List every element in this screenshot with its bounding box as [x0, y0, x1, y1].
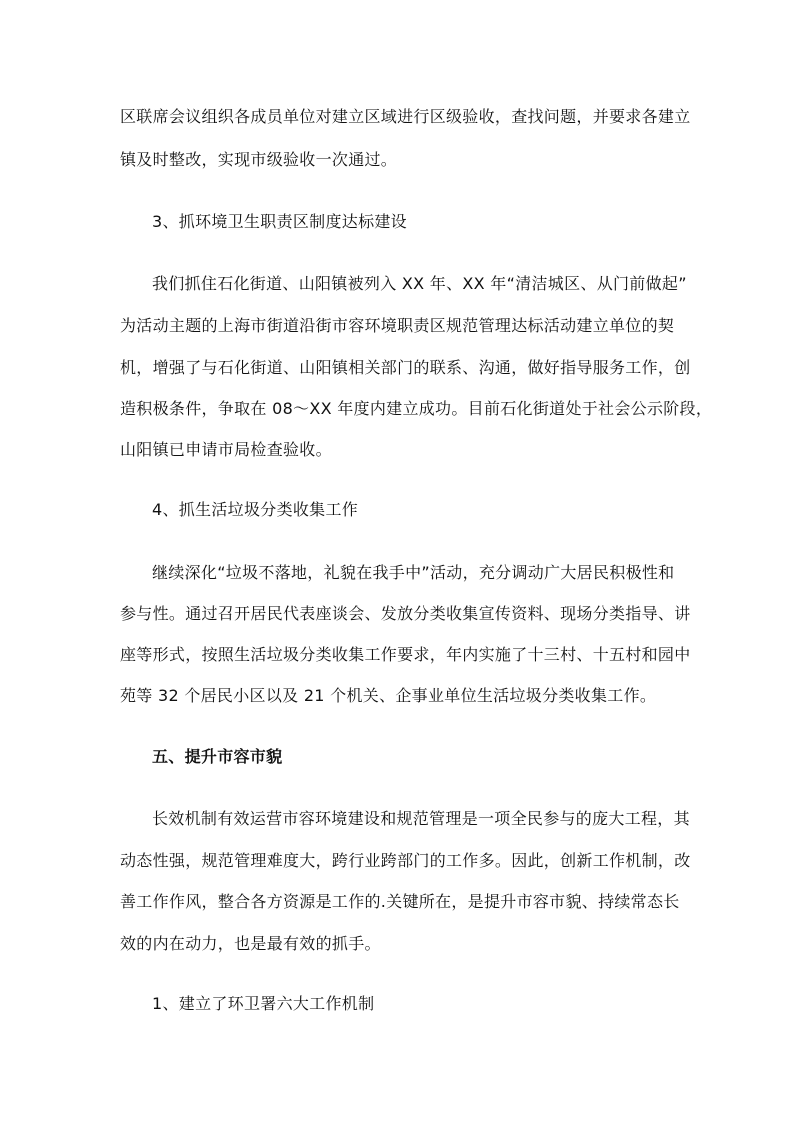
paragraph-line: 我们抓住石化街道、山阳镇被列入 XX 年、XX 年“清洁城区、从门前做起” [152, 274, 687, 293]
paragraph-line: 机，增强了与石化街道、山阳镇相关部门的联系、沟通，做好指导服务工作，创 [120, 358, 691, 377]
paragraph-line: 苑等 32 个居民小区以及 21 个机关、企事业单位生活垃圾分类收集工作。 [120, 686, 657, 705]
paragraph-line: 区联席会议组织各成员单位对建立区域进行区级验收，查找问题，并要求各建立 [120, 107, 691, 126]
paragraph-line: 座等形式，按照生活垃圾分类收集工作要求，年内实施了十三村、十五村和园中 [120, 645, 691, 664]
paragraph-line: 长效机制有效运营市容环境建设和规范管理是一项全民参与的庞大工程，其 [152, 809, 690, 828]
paragraph-line: 为活动主题的上海市街道沿街市容环境职责区规范管理达标活动建立单位的契 [120, 316, 675, 335]
paragraph-line: 继续深化“垃圾不落地，礼貌在我手中”活动，充分调动广大居民积极性和 [152, 563, 675, 582]
paragraph-line: 镇及时整改，实现市级验收一次通过。 [120, 150, 398, 169]
paragraph-line: 效的内在动力，也是最有效的抓手。 [120, 934, 381, 953]
section-title: 五、提升市容市貌 [152, 747, 283, 766]
subheading: 4、抓生活垃圾分类收集工作 [152, 500, 359, 519]
subheading: 1、建立了环卫署六大工作机制 [152, 994, 375, 1013]
paragraph-line: 善工作作风，整合各方资源是工作的.关键所在，是提升市容市貌、持续常态长 [120, 892, 680, 911]
paragraph-line: 山阳镇已申请市局检查验收。 [120, 440, 332, 459]
subheading: 3、抓环境卫生职责区制度达标建设 [152, 212, 407, 231]
paragraph-line: 动态性强，规范管理难度大，跨行业跨部门的工作多。因此，创新工作机制，改 [120, 851, 691, 870]
paragraph-line: 参与性。通过召开居民代表座谈会、发放分类收集宣传资料、现场分类指导、讲 [120, 604, 691, 623]
paragraph-line: 造积极条件，争取在 08～XX 年度内建立成功。目前石化街道处于社会公示阶段， [120, 399, 713, 418]
